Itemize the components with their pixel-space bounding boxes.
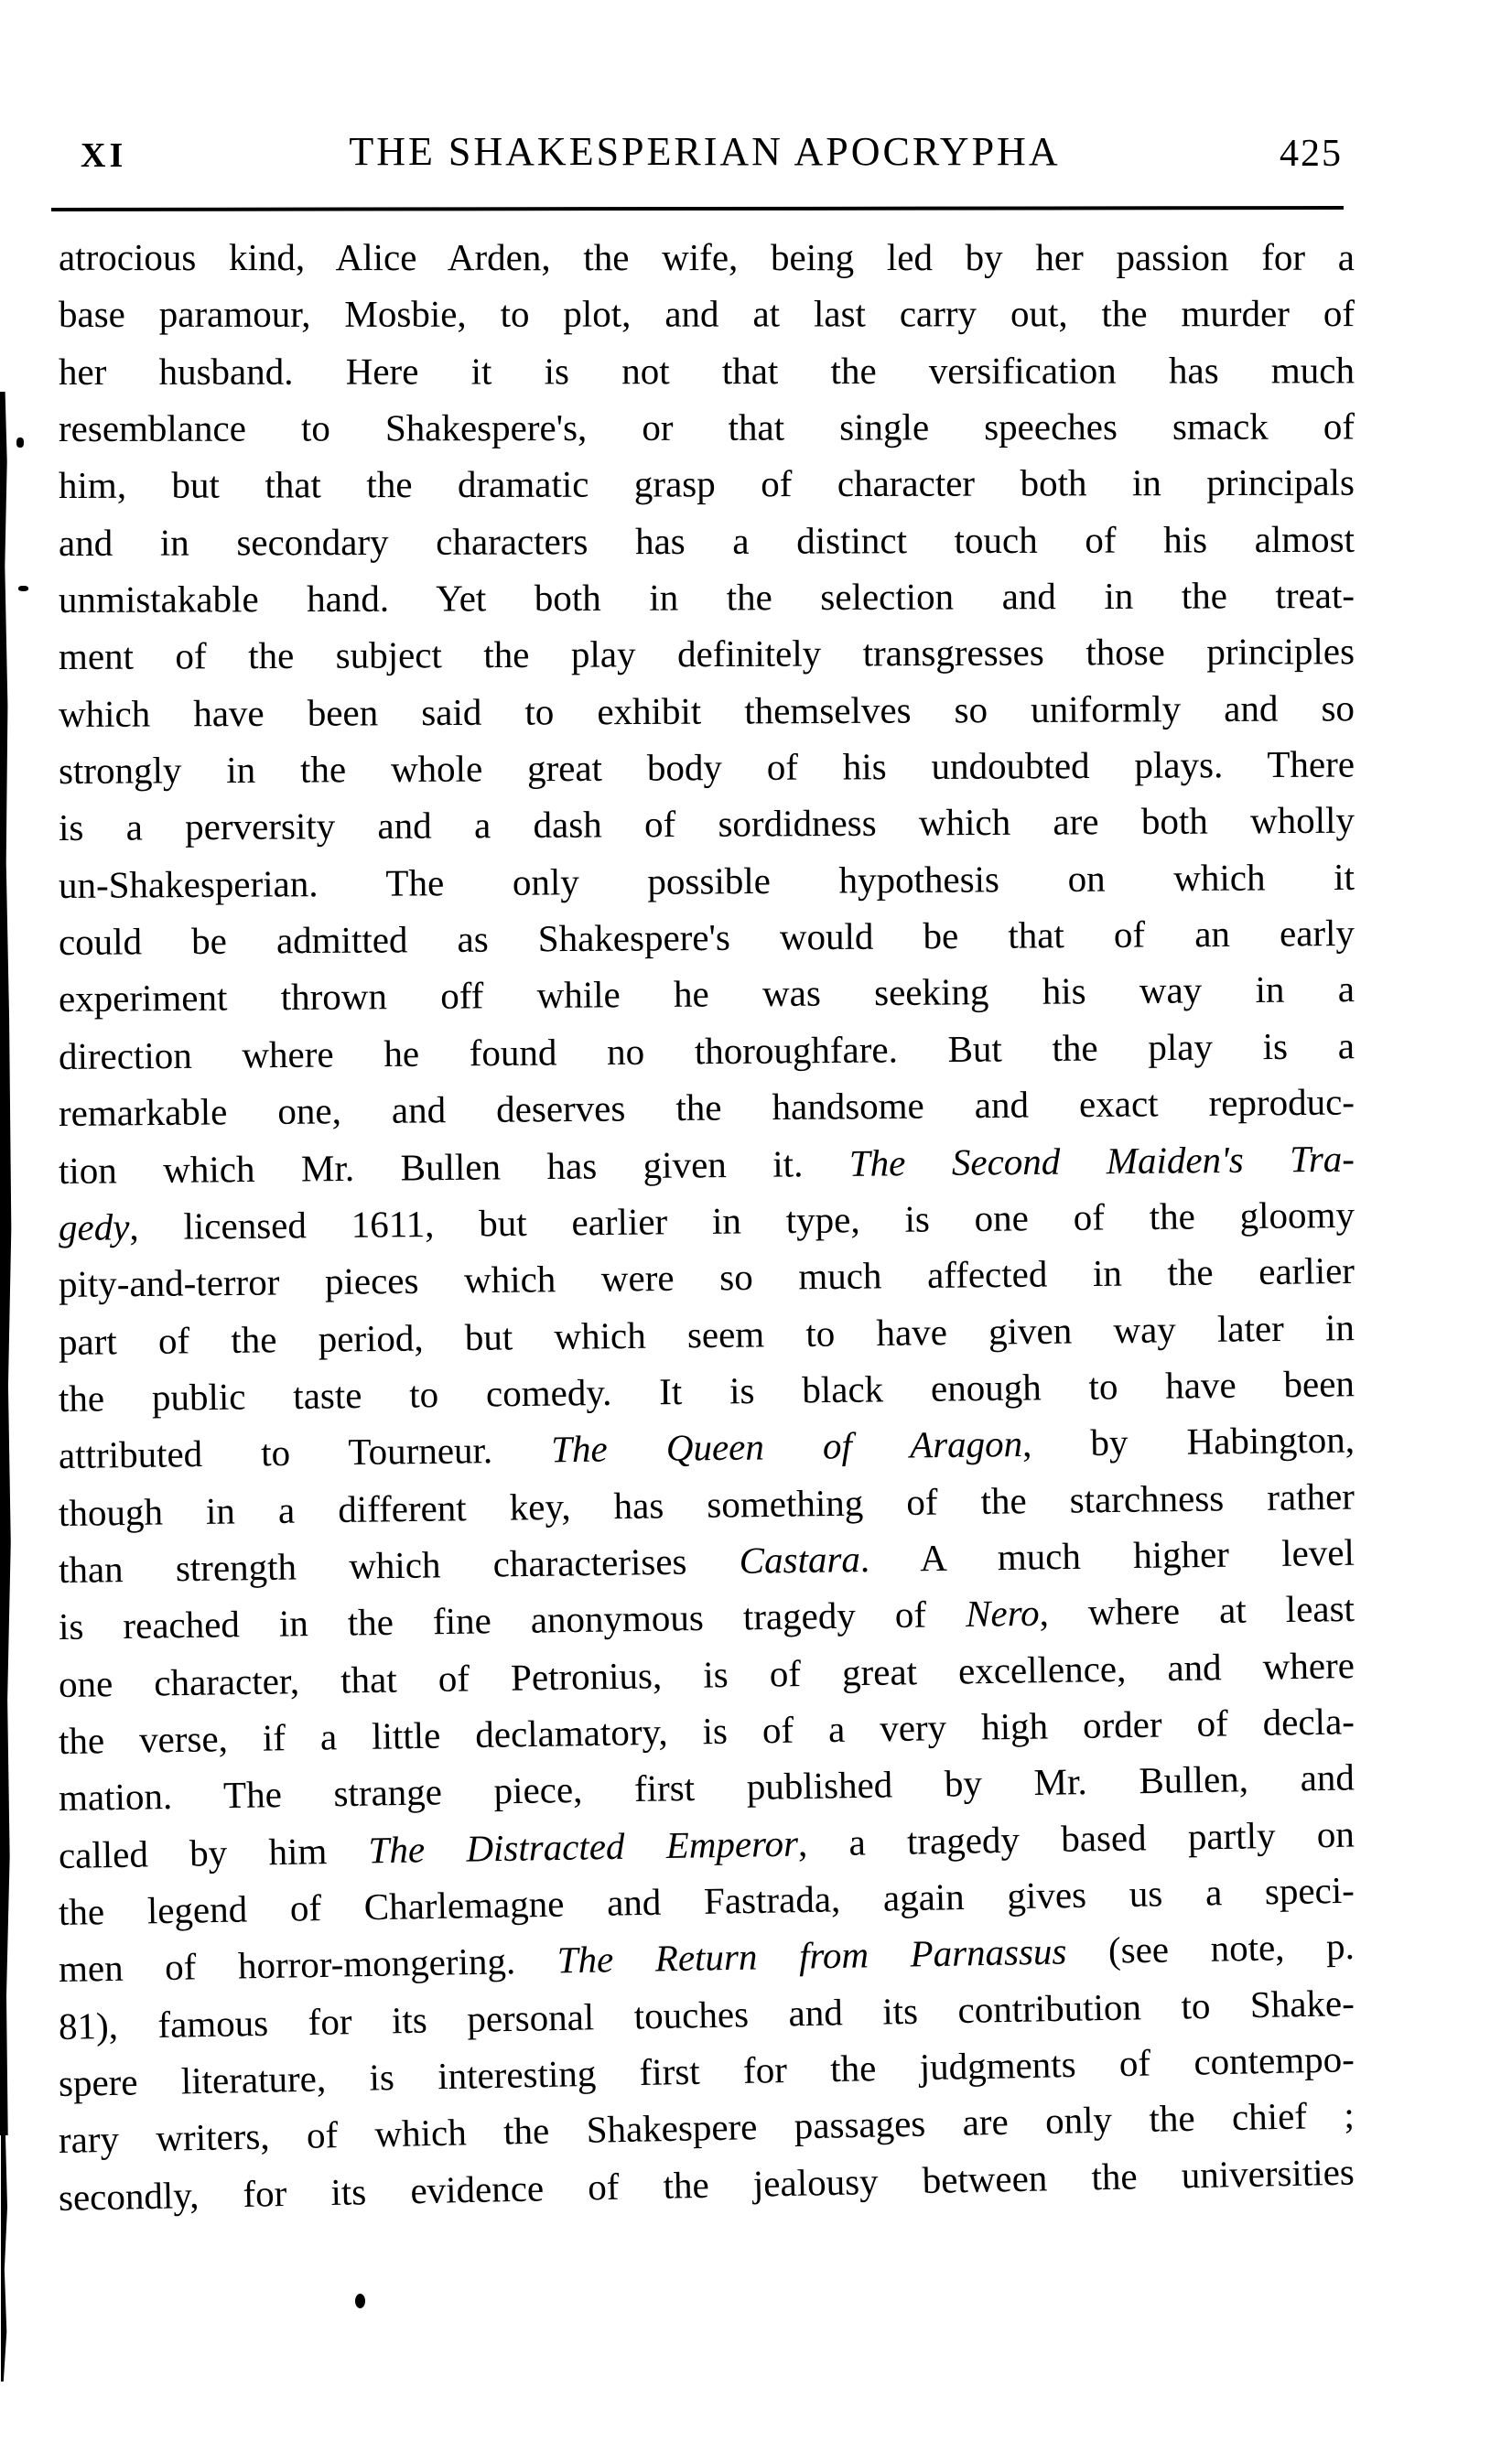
- body-paragraph: [59, 229, 1355, 2226]
- text-segment: though in a different key, has something of the starchness rather: [58, 1475, 1355, 1534]
- text-segment: rary writers, of which the Shakespere passages are only the chief ;: [58, 2093, 1355, 2162]
- text-segment: which have been said to exhibit themselves so uniformly and so: [58, 686, 1355, 735]
- text-line: [59, 736, 1355, 800]
- text-segment: atrocious kind, Alice Arden, the wife, being led by her passion for a: [59, 236, 1355, 278]
- text-segment: base paramour, Mosbie, to plot, and at last carry out, the murder of: [58, 292, 1355, 336]
- text-segment: unmistakable hand. Yet both in the selection and in the treat-: [58, 574, 1355, 621]
- italic-text: The Return from Parnassus: [556, 1929, 1067, 1982]
- text-line: [59, 567, 1355, 628]
- text-segment: (see note, p.: [1065, 1925, 1355, 1972]
- text-segment: remarkable one, and deserves the handsome and exact reproduc-: [58, 1080, 1355, 1135]
- text-segment: part of the period, but which seem to have given way later in: [58, 1305, 1355, 1363]
- italic-text: The Queen of Aragon: [550, 1422, 1023, 1471]
- text-segment: pity-and-terror pieces which were so much affected in the earlier: [58, 1249, 1355, 1306]
- text-line: [59, 286, 1355, 343]
- text-line: [59, 229, 1355, 286]
- text-line: [59, 341, 1355, 400]
- text-segment: spere literature, is interesting first for the judgments of contempo-: [58, 2037, 1355, 2104]
- text-segment: and in secondary characters has a distinct touch of his almost: [58, 517, 1355, 564]
- text-segment: is reached in the fine anonymous tragedy of: [58, 1593, 967, 1648]
- scan-artifact-left-streak-tail: [1, 2133, 7, 2382]
- text-line: [59, 454, 1355, 514]
- text-segment: direction where he found no thoroughfare. But the play is a: [58, 1024, 1355, 1077]
- text-segment: , by Habington,: [1021, 1418, 1355, 1465]
- text-segment: , where at least: [1039, 1587, 1355, 1635]
- text-segment: the legend of Charlemagne and Fastrada, again gives us a speci-: [58, 1868, 1355, 1933]
- text-segment: could be admitted as Shakespere's would be that of an early: [58, 912, 1355, 964]
- text-line: [59, 679, 1355, 742]
- text-segment: is a perversity and a dash of sordidness which are both wholly: [58, 799, 1355, 849]
- text-line: [59, 623, 1355, 686]
- text-segment: un-Shakesperian. The only possible hypothesis on which it: [58, 855, 1355, 906]
- text-line: [59, 848, 1355, 914]
- scan-artifact-ink-dot: [355, 2294, 365, 2308]
- text-segment: . A much higher level: [859, 1530, 1355, 1581]
- scan-artifact-fleck: [16, 438, 24, 448]
- italic-text: gedy: [58, 1205, 130, 1248]
- scan-artifact-left-streak: [0, 392, 13, 2135]
- text-segment: secondly, for its evidence of the jealousy between the universities: [58, 2150, 1355, 2219]
- text-segment: experiment thrown off while he was seeking his way in a: [58, 967, 1355, 1021]
- italic-text: The Distracted Emperor: [368, 1821, 799, 1872]
- text-segment: strongly in the whole great body of his undoubted plays. There: [58, 742, 1355, 793]
- running-title: THE SHAKESPERIAN APOCRYPHA: [349, 129, 1061, 174]
- text-segment: attributed to Tourneur.: [58, 1428, 552, 1477]
- text-segment: one character, that of Petronius, is of great excellence, and where: [58, 1643, 1355, 1705]
- text-segment: , licensed 1611, but earlier in type, is one of the gloomy: [129, 1193, 1355, 1248]
- text-line: [59, 398, 1355, 458]
- text-segment: called by him: [58, 1829, 369, 1876]
- chapter-number: XI: [81, 136, 127, 175]
- text-segment: mation. The strange piece, first published by Mr. Bullen, and: [58, 1755, 1355, 1820]
- text-segment: her husband. Here it is not that the versification has much: [58, 349, 1355, 393]
- text-line: [59, 511, 1355, 572]
- text-segment: ment of the subject the play definitely transgresses those principles: [58, 630, 1355, 678]
- text-segment: 81), famous for its personal touches and its contribution to Shake-: [58, 1981, 1355, 2047]
- text-segment: , a tragedy based partly on: [797, 1812, 1355, 1864]
- text-line: [59, 904, 1355, 970]
- text-line: [59, 792, 1355, 857]
- scan-artifact-fleck: [18, 586, 28, 591]
- text-segment: tion which Mr. Bullen has given it.: [58, 1141, 850, 1192]
- text-segment: the verse, if a little declamatory, is of a very high order of decla-: [58, 1700, 1355, 1762]
- text-segment: the public taste to comedy. It is black enough to have been: [58, 1362, 1355, 1420]
- italic-text: Nero: [965, 1592, 1040, 1636]
- text-segment: than strength which characterises: [58, 1539, 740, 1591]
- text-segment: men of horror-mongering.: [58, 1939, 558, 1991]
- text-segment: resemblance to Shakespere's, or that single speeches smack of: [58, 405, 1355, 450]
- header-rule: [51, 206, 1344, 211]
- page-number: 425: [1280, 133, 1343, 175]
- italic-text: The Second Maiden's Tra-: [848, 1137, 1355, 1184]
- italic-text: Castara: [739, 1538, 861, 1582]
- text-segment: him, but that the dramatic grasp of character both in principals: [58, 461, 1355, 507]
- text-line: [59, 961, 1355, 1028]
